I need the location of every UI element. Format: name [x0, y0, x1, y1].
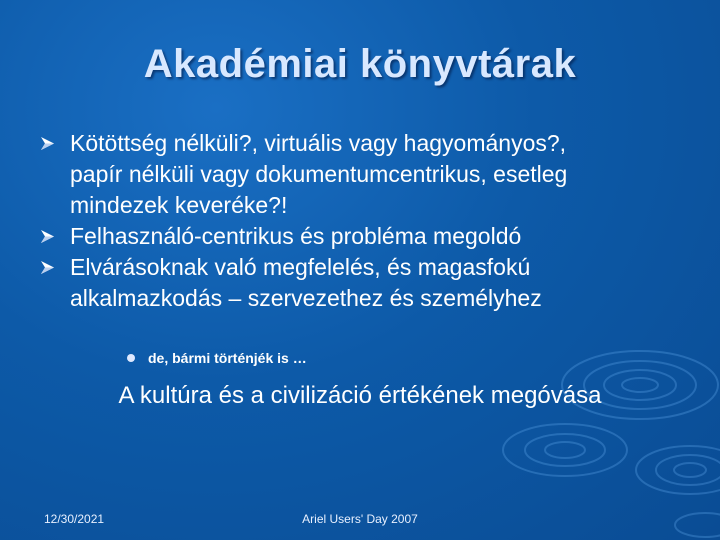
arrow-bullet-icon [40, 136, 55, 151]
bullet-1-line-3: mindezek keveréke?! [70, 192, 288, 218]
sub-bullet-text: de, bármi történjék is … [148, 350, 307, 366]
footer-date: 12/30/2021 [44, 512, 105, 526]
highlight-statement: A kultúra és a civilizáció értékének megóvása [118, 382, 602, 409]
bullet-item-2 [40, 221, 700, 252]
bullet-1-line-2: papír nélküli vagy dokumentumcentrikus, esetleg [70, 161, 568, 187]
bullet-list [40, 128, 700, 314]
sub-bullet [148, 350, 307, 366]
dot-bullet-icon [127, 354, 135, 362]
bullet-item-1 [40, 128, 700, 221]
slide-title: Akadémiai könyvtárak [143, 42, 577, 86]
footer-title: Ariel Users' Day 2007 [302, 512, 418, 526]
bullet-1-line-1: Kötöttség nélküli?, virtuális vagy hagyományos?, [70, 130, 567, 156]
arrow-bullet-icon [40, 260, 55, 275]
arrow-bullet-icon [40, 229, 55, 244]
bullet-3-line-1: Elvárásoknak való megfelelés, és magasfokú [70, 254, 531, 280]
bullet-item-3 [40, 252, 700, 314]
bullet-3-line-2: alkalmazkodás – szervezethez és személyhez [70, 285, 542, 311]
bullet-2-line-1: Felhasználó-centrikus és probléma megoldó [70, 223, 522, 249]
